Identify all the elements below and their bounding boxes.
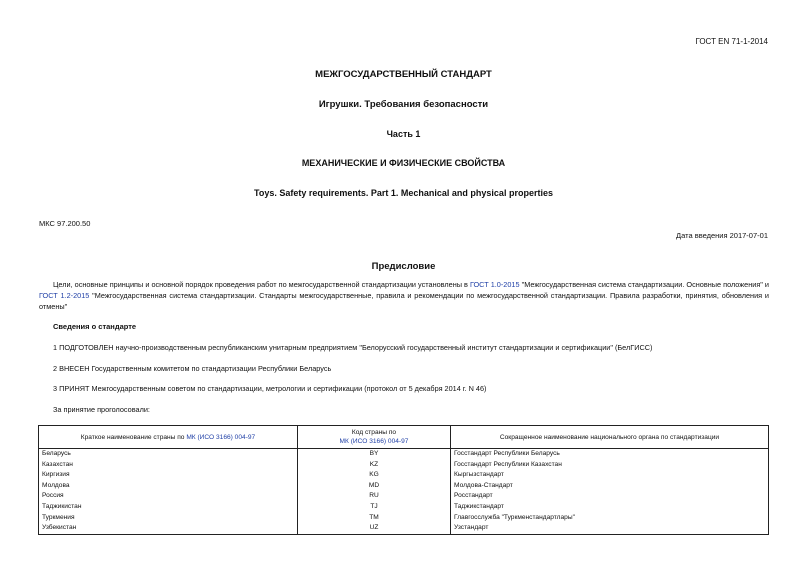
code-cell: TM [298,513,451,524]
code-cell: KG [298,470,451,481]
code-cell: KZ [298,460,451,471]
gost-1-2-2015-link[interactable]: ГОСТ 1.2-2015 [39,291,90,300]
info-item-prepared: 1 ПОДГОТОВЛЕН научно-производственным республиканским унитарным предприятием "Белорусский государственный институт стандартизации и сертификации" (БелГИСС) [53,343,653,352]
gost-1-0-2015-link[interactable]: ГОСТ 1.0-2015 [469,280,520,289]
standard-title-ru: Игрушки. Требования безопасности [318,99,489,110]
foreword-heading: Предисловие [371,261,436,272]
introduction-date: Дата введения 2017-07-01 [676,231,768,240]
country-cell: Молдова [39,481,298,492]
foreword-text-2: "Межгосударственная система стандартизации. Основные положения" и [519,280,769,289]
country-name-header-text: Краткое наименование страны по [80,433,187,441]
country-cell: Киргизия [39,470,298,481]
code-cell: MD [298,481,451,492]
body-cell: Росстандарт [451,491,769,502]
code-cell: BY [298,449,451,460]
country-cell: Беларусь [39,449,298,460]
table-row [39,460,769,471]
standard-subtitle: МЕХАНИЧЕСКИЕ И ФИЗИЧЕСКИЕ СВОЙСТВА [301,158,506,168]
country-code-header-text: Код страны по [351,429,397,436]
country-code-header [298,426,451,449]
body-cell: Госстандарт Республики Казахстан [451,460,769,471]
info-item-adopted: 3 ПРИНЯТ Межгосударственным советом по стандартизации, метрологии и сертификации (протокол от 5 декабря 2014 г. N 46) [53,384,487,393]
table-row [39,481,769,492]
table-row [39,513,769,524]
table-row [39,523,769,534]
foreword-text-3: "Межгосударственная система стандартизации. Стандарты межгосударственные, правила и рекомендации по межгосударственной стандартизации. Правила разработки, принятия, обновления и отмены" [39,291,769,311]
mks-code: МКС 97.200.50 [39,219,91,228]
country-name-header [39,426,298,449]
country-cell: Россия [39,491,298,502]
mk-iso-3166-code-link[interactable]: МК (ИСО 3166) 004-97 [339,438,409,445]
body-cell: Кыргызстандарт [451,470,769,481]
body-cell: Таджикстандарт [451,502,769,513]
part-label: Часть 1 [386,129,421,139]
code-cell: UZ [298,523,451,534]
document-code: ГОСТ EN 71-1-2014 [695,37,768,46]
code-cell: RU [298,491,451,502]
table-row [39,502,769,513]
standard-title-en: Toys. Safety requirements. Part 1. Mechanical and physical properties [254,188,553,198]
voting-countries-table [38,425,769,535]
table-header-row [39,426,769,449]
body-cell: Госстандарт Республики Беларусь [451,449,769,460]
country-cell: Узбекистан [39,523,298,534]
body-cell: Молдова-Стандарт [451,481,769,492]
country-cell: Казахстан [39,460,298,471]
voted-label: За принятие проголосовали: [53,405,150,414]
foreword-paragraph [39,279,769,312]
national-body-header: Сокращенное наименование национального органа по стандартизации [451,426,769,449]
table-row [39,470,769,481]
interstate-standard-title: МЕЖГОСУДАРСТВЕННЫЙ СТАНДАРТ [315,69,492,80]
standard-info-heading: Сведения о стандарте [53,322,137,331]
country-cell: Таджикистан [39,502,298,513]
body-cell: Узстандарт [451,523,769,534]
code-cell: TJ [298,502,451,513]
table-row [39,449,769,460]
info-item-submitted: 2 ВНЕСЕН Государственным комитетом по стандартизации Республики Беларусь [53,364,332,373]
body-cell: Главгосслужба "Туркменстандартлары" [451,513,769,524]
foreword-text-1: Цели, основные принципы и основной порядок проведения работ по межгосударственной стандартизации установлены в [53,280,470,289]
mk-iso-3166-link[interactable]: МК (ИСО 3166) 004-97 [186,433,256,441]
country-cell: Туркмения [39,513,298,524]
table-row [39,491,769,502]
